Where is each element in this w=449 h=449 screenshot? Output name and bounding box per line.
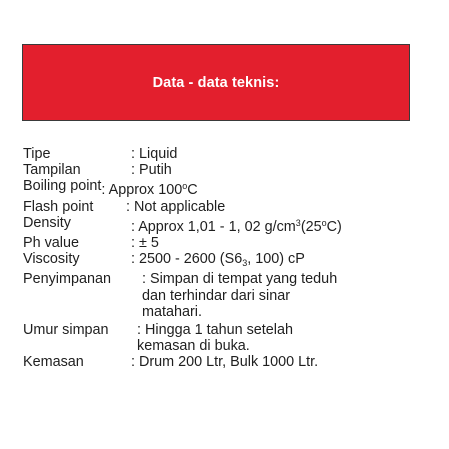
spec-row-boiling-point: [23, 178, 433, 198]
spec-row-tipe: [23, 146, 433, 162]
spec-row-penyimpanan: [23, 271, 433, 320]
spec-value: : Liquid: [131, 146, 178, 162]
spec-row-density: [23, 215, 433, 235]
spec-label: Viscosity: [23, 251, 80, 268]
spec-value: : Approx 100$^o$C: [101, 181, 198, 199]
section-title: Data - data teknis:: [152, 74, 280, 91]
section-header-banner: [22, 44, 410, 121]
spec-label: Ph value: [23, 235, 80, 252]
spec-label: Umur simpan: [23, 322, 109, 339]
spec-value: : Drum 200 Ltr, Bulk 1000 Ltr.: [131, 354, 319, 371]
spec-row-flash-point: [23, 199, 433, 215]
spec-value: : Putih: [131, 162, 172, 179]
spec-value: : Simpan di tempat yang teduh dan terhindar dari sinar matahari.: [142, 271, 338, 320]
spec-value: : ± 5: [131, 235, 159, 252]
spec-row-umur-simpan: [23, 322, 433, 354]
spec-label: Kemasan: [23, 354, 84, 371]
spec-label: Tampilan: [23, 162, 81, 179]
spec-value: : 2500 - 2600 ($S6_3$, 100) cP: [131, 251, 305, 269]
spec-value: : Approx 1,01 - 1, 02 $g/cm^3(25^oC)$: [131, 217, 342, 235]
spec-value: : Not applicable: [126, 198, 226, 215]
spec-label: Flash point: [23, 198, 94, 215]
spec-row-kemasan: [23, 354, 433, 370]
spec-label: Tipe: [23, 146, 51, 162]
spec-row-ph-value: [23, 235, 433, 251]
spec-row-tampilan: [23, 162, 433, 178]
spec-row-viscosity: [23, 251, 433, 271]
spec-label: Penyimpanan: [23, 271, 112, 288]
spec-label: Boiling point: [23, 178, 102, 195]
technical-data-list: [23, 146, 433, 371]
spec-label: Density: [23, 214, 71, 231]
spec-value: : Hingga 1 tahun setelah kemasan di buka.: [137, 322, 294, 355]
